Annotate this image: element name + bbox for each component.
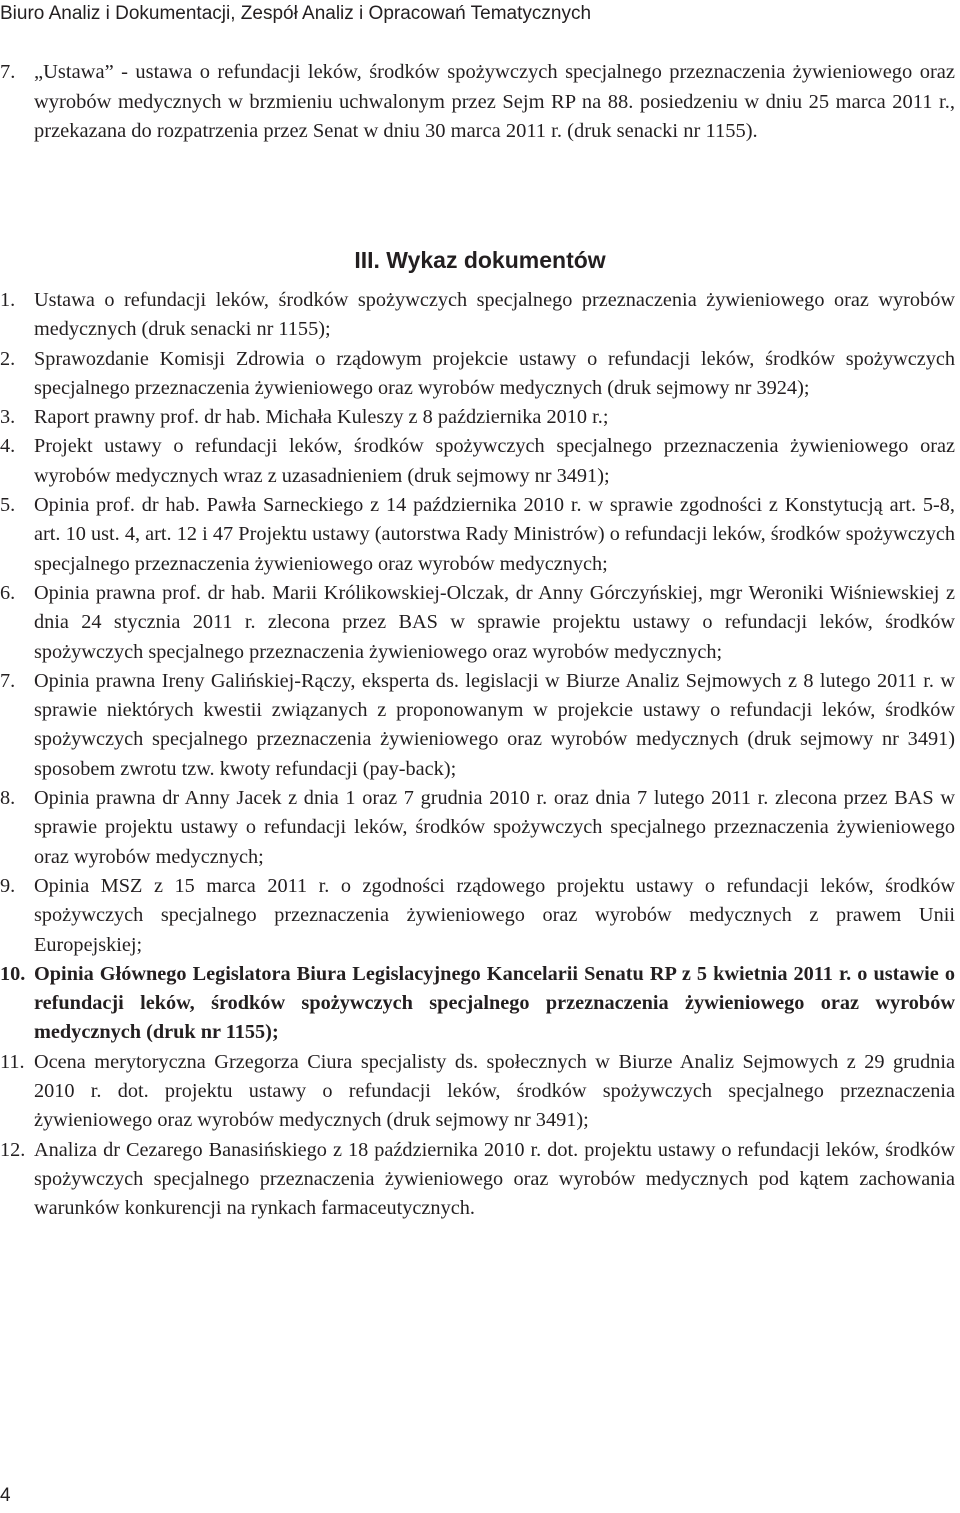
- document-item-text: Projekt ustawy o refundacji leków, środków spożywczych specjalnego przeznaczenia żywieniowego oraz wyrobów medycznych wraz z uzasadnieniem (druk sejmowy nr 3491);: [34, 435, 955, 487]
- document-item-text: Opinia MSZ z 15 marca 2011 r. o zgodności rządowego projektu ustawy o refundacji leków, środków spożywczych specjalnego przeznaczenia żywieniowego oraz wyrobów medycznych z prawem Unii Europejskiej;: [34, 874, 955, 956]
- document-item-text: Opinia prawna dr Anny Jacek z dnia 1 oraz 7 grudnia 2010 r. oraz dnia 7 lutego 2011 r. zlecona przez BAS w sprawie projektu ustawy o refundacji leków, środków spożywczych specjalnego przeznaczenia żywieniowego oraz wyrobów medycznych;: [34, 787, 955, 868]
- document-item-number: 8.: [0, 787, 16, 810]
- document-item: [0, 872, 955, 960]
- document-item-number: 5.: [0, 494, 16, 517]
- document-item-number: 4.: [0, 435, 16, 458]
- document-item: [0, 432, 955, 491]
- document-item-text: Sprawozdanie Komisji Zdrowia o rządowym projekcie ustawy o refundacji leków, środków spożywczych specjalnego przeznaczenia żywieniowego oraz wyrobów medycznych (druk sejmowy nr 3924);: [34, 347, 955, 399]
- document-item: [0, 1136, 955, 1224]
- document-item: [0, 345, 955, 404]
- document-item-number: 3.: [0, 406, 16, 429]
- document-item-number: 1.: [0, 289, 16, 311]
- document-item-number: 6.: [0, 581, 16, 604]
- document-item-text: Analiza dr Cezarego Banasińskiego z 18 października 2010 r. dot. projektu ustawy o refundacji leków, środków spożywczych specjalnego przeznaczenia żywieniowego oraz wyrobów medycznych pod kątem zachowania warunków konkurencji na rynkach farmaceutycznych.: [34, 1138, 955, 1220]
- document-item: [0, 667, 955, 784]
- document-item-text: Opinia prof. dr hab. Pawła Sarneckiego z 14 października 2010 r. w sprawie zgodności z Konstytucją art. 5-8, art. 10 ust. 4, art. 12 i 47 Projektu ustawy (autorstwa Rady Ministrów) o refundacji leków, środków spożywczych specjalnego przeznaczenia żywieniowego oraz wyrobów medycznych;: [34, 494, 955, 575]
- document-item-number: 9.: [0, 874, 16, 897]
- intro-paragraph: [0, 58, 955, 147]
- document-item-text: Raport prawny prof. dr hab. Michała Kuleszy z 8 października 2010 r.;: [34, 406, 609, 429]
- document-item: [0, 579, 955, 667]
- document-item-text: Opinia Głównego Legislatora Biura Legislacyjnego Kancelarii Senatu RP z 5 kwietnia 2011 r. o ustawie o refundacji leków, środków spożywczych specjalnego przeznaczenia żywieniowego oraz wyrobów medycznych (druk nr 1155);: [34, 962, 955, 1044]
- document-item-number: 2.: [0, 347, 16, 370]
- document-item-highlighted: [0, 960, 955, 1048]
- document-list: [0, 286, 955, 1224]
- intro-item-text: „Ustawa” - ustawa o refundacji leków, środków spożywczych specjalnego przeznaczenia żywieniowego oraz wyrobów medycznych w brzmieniu uchwalonym przez Sejm RP na 88. posiedzeniu w dniu 25 marca 2011 r., przekazana do rozpatrzenia przez Senat w dniu 30 marca 2011 r. (druk senacki nr 1155).: [34, 61, 955, 142]
- document-item-number: 7.: [0, 669, 16, 692]
- document-item: [0, 491, 955, 579]
- document-item: [0, 403, 955, 432]
- document-item-text: Ustawa o refundacji leków, środków spożywczych specjalnego przeznaczenia żywieniowego oraz wyrobów medycznych (druk senacki nr 1155);: [34, 289, 955, 341]
- intro-item: [0, 58, 955, 147]
- document-item: [0, 1048, 955, 1136]
- document-item: [0, 286, 955, 345]
- document-item-text: Ocena merytoryczna Grzegorza Ciura specjalisty ds. społecznych w Biurze Analiz Sejmowych z 29 grudnia 2010 r. dot. projektu ustawy o refundacji leków, środków spożywczych specjalnego przeznaczenia żywieniowego oraz wyrobów medycznych (druk sejmowy nr 3491);: [34, 1050, 955, 1132]
- running-header: Biuro Analiz i Dokumentacji, Zespół Analiz i Opracowań Tematycznych: [0, 3, 592, 24]
- document-item: [0, 784, 955, 872]
- document-item-number: 12.: [0, 1138, 26, 1161]
- document-item-text: Opinia prawna Ireny Galińskiej-Rączy, eksperta ds. legislacji w Biurze Analiz Sejmowych z 8 lutego 2011 r. w sprawie niektórych kwestii związanych z proponowanym w projekcie ustawy o refundacji leków, środków spożywczych specjalnego przeznaczenia żywieniowego oraz wyrobów medycznych (druk sejmowy nr 3491) sposobem zwrotu tzw. kwoty refundacji (pay-back);: [34, 669, 955, 780]
- page-number: 4: [0, 1485, 11, 1506]
- intro-item-number: 7.: [0, 61, 16, 83]
- document-item-number: 11.: [0, 1050, 25, 1073]
- document-item-text: Opinia prawna prof. dr hab. Marii Królikowskiej-Olczak, dr Anny Górczyńskiej, mgr Weroniki Wiśniewskiej z dnia 24 stycznia 2011 r. zlecona przez BAS w sprawie projektu ustawy o refundacji leków, środków spożywczych specjalnego przeznaczenia żywieniowego oraz wyrobów medycznych;: [34, 581, 955, 663]
- document-item-number: 10.: [0, 962, 26, 985]
- section-title: III. Wykaz dokumentów: [354, 247, 606, 273]
